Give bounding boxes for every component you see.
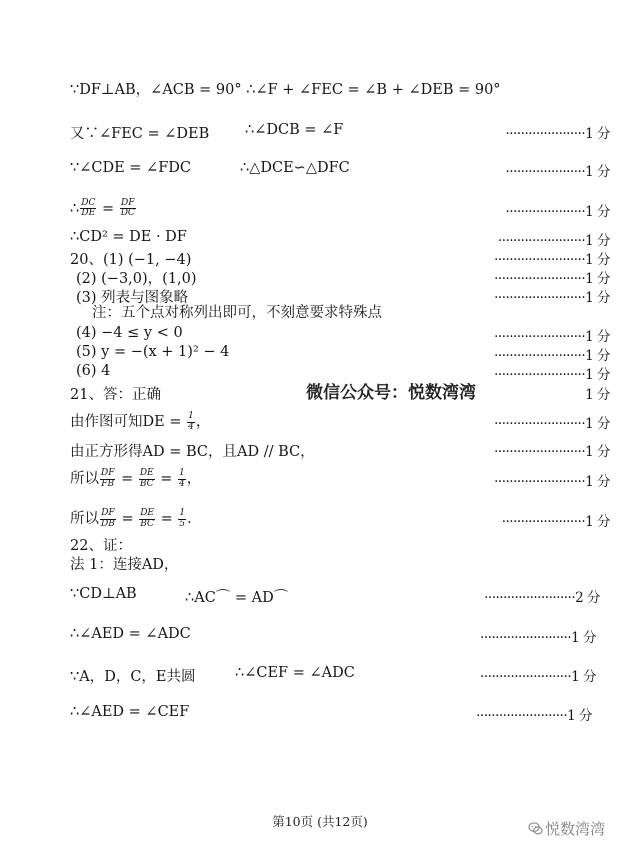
q21-step-4-text: 所以 $\frac{DF}{DB}$ = $\frac{DE}{BC}$ = $\frac{1}{5}$ ． — [70, 508, 202, 529]
q22-method-1: 法 1：连接AD， — [70, 557, 179, 573]
proportion-equation: ∴ $\frac{DC}{DE}$ = $\frac{DF}{DC}$ — [70, 198, 135, 219]
score-points: ························1 分 — [494, 329, 610, 345]
proof-line-3-conclusion: ∴△DCE∽△DFC — [240, 160, 350, 176]
proof-line-2-conclusion: ∴∠DCB = ∠F — [245, 122, 344, 138]
q22-heading: 22、证： — [70, 538, 132, 554]
q20-part-3-text: (3) 列表与图象略 — [76, 290, 189, 306]
q20-part-1-text: 20、(1) (−1, −4) — [70, 252, 192, 268]
proof-line-5-text: ∴CD² = DE · DF — [70, 229, 187, 245]
q20-part-5 — [76, 344, 610, 364]
q21-step-4 — [70, 504, 610, 532]
q22-step-1 — [70, 586, 610, 606]
page-number: 第10页 (共12页) — [272, 814, 368, 829]
q21-step-1-text: 由作图可知DE = $\frac{1}{4}$ ， — [70, 411, 211, 432]
fraction: $\frac{DE}{BC}$ — [139, 468, 154, 489]
q20-part-2 — [76, 267, 610, 287]
score-points: ························1 分 — [494, 348, 610, 364]
q22-step-1-text: ∵CD⊥AB — [70, 586, 137, 602]
score-points: ························1 分 — [494, 444, 610, 460]
q22-step-3 — [70, 665, 610, 685]
q22-step-2-text: ∴∠AED = ∠ADC — [70, 626, 191, 642]
fraction: $\frac{DC}{DE}$ — [81, 198, 96, 219]
q20-part-4-text: (4) −4 ≤ y < 0 — [76, 325, 183, 341]
score-points: ························1 分 — [494, 290, 610, 306]
q21-step-3-text: 所以 $\frac{DF}{FB}$ = $\frac{DE}{BC}$ = $\frac{1}{4}$ ， — [70, 468, 202, 489]
q21-step-2 — [70, 440, 610, 460]
proof-line-2 — [70, 122, 610, 142]
fraction: $\frac{DF}{DB}$ — [101, 508, 115, 529]
q21-step-1 — [70, 408, 610, 434]
q22-step-4 — [70, 704, 610, 724]
proof-line-1-text: ∵DF⊥AB，∠ACB = 90° ∴∠F + ∠FEC = ∠B + ∠DEB = 90° — [70, 82, 501, 98]
score-points: ························1 分 — [494, 367, 610, 383]
score-points: ························1 分 — [480, 669, 596, 685]
q21-answer — [70, 383, 610, 403]
q20-part-4 — [76, 325, 610, 345]
score-points: ·····················1 分 — [505, 204, 610, 220]
score-points: ······················1 分 — [501, 514, 610, 530]
score-points: ························2 分 — [484, 590, 600, 606]
q21-step-3 — [70, 464, 610, 492]
score-points: ························1 分 — [476, 708, 592, 724]
score-points: ························1 分 — [494, 416, 610, 432]
proof-line-4 — [70, 196, 610, 222]
q22-step-1-conclusion: ∴AC⌒ = AD⌒ — [185, 590, 289, 606]
score-points: ························1 分 — [494, 252, 610, 268]
proof-line-5 — [70, 229, 610, 249]
score-points: ·······················1 分 — [497, 233, 610, 249]
q22-step-4-text: ∴∠AED = ∠CEF — [70, 704, 190, 720]
fraction: $\frac{1}{4}$ — [179, 468, 185, 489]
score-points: ·····················1 分 — [505, 126, 610, 142]
proof-line-3 — [70, 160, 610, 180]
q21-answer-text: 21、答：正确 — [70, 387, 161, 403]
q22-step-3-text: ∵A，D，C，E共圆 — [70, 669, 196, 685]
q20-part-5-text: (5) y = −(x + 1)² − 4 — [76, 344, 230, 360]
fraction: $\frac{DE}{BC}$ — [140, 508, 155, 529]
score-points: ························1 分 — [480, 630, 596, 646]
score-points: 1 分 — [585, 387, 610, 403]
score-points: ························1 分 — [494, 474, 610, 490]
q22-step-3-conclusion: ∴∠CEF = ∠ADC — [235, 665, 355, 681]
proof-line-3-text: ∵∠CDE = ∠FDC — [70, 160, 191, 176]
q20-part-1 — [70, 248, 610, 268]
q20-part-2-text: (2) (−3,0)，(1,0) — [76, 271, 197, 287]
brand-mark — [528, 818, 605, 839]
q21-step-2-text: 由正方形得AD = BC，且AD // BC， — [70, 444, 315, 460]
score-points: ·····················1 分 — [505, 164, 610, 180]
proof-line-1 — [70, 83, 501, 98]
q22-step-2 — [70, 626, 610, 646]
brand-name: 悦数湾湾 — [545, 820, 606, 838]
q20-part-6-text: (6) 4 — [76, 363, 111, 379]
watermark: 微信公众号：悦数湾湾 — [306, 383, 476, 403]
fraction: $\frac{1}{4}$ — [188, 411, 194, 432]
wechat-icon — [528, 821, 543, 836]
q20-part-3 — [76, 286, 610, 306]
fraction: $\frac{DF}{DC}$ — [120, 198, 135, 219]
fraction: $\frac{1}{5}$ — [179, 508, 186, 529]
proof-line-2-text: 又∵∠FEC = ∠DEB — [70, 126, 210, 142]
fraction: $\frac{DF}{FB}$ — [101, 468, 115, 489]
score-points: ························1 分 — [494, 271, 610, 287]
q20-note: 注：五个点对称列出即可，不刻意要求特殊点 — [92, 305, 382, 321]
